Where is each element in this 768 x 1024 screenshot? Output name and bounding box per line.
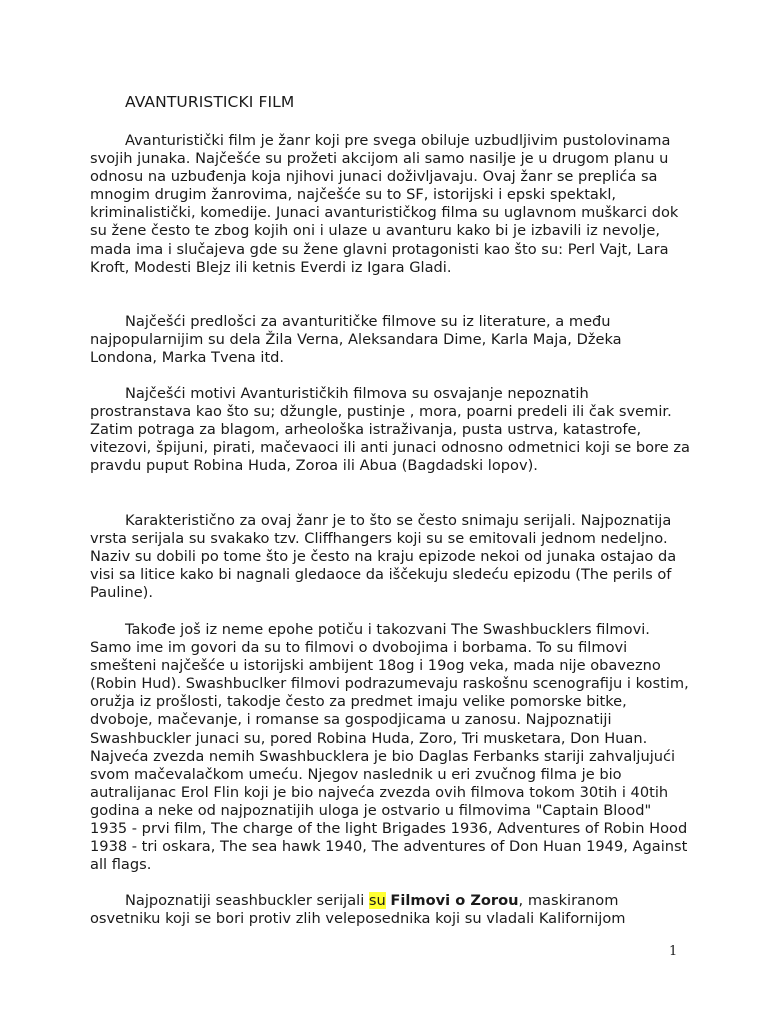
paragraph-zorro-start: Najpoznatiji seashbuckler serijali xyxy=(125,892,369,909)
paragraph-zorro xyxy=(90,892,690,928)
paragraph-serials: Karakteristično za ovaj žanr je to što se često snimaju serijali. Najpoznatija vrsta serijala su svakako tzv. Cliffhangers koji su se emitovali jednom nedeljno. Naziv su dobili po tome što je često na kraju epizode nekoi od junaka ostajao da visi sa litice kako bi nagnali gledaoce da iščekuju sledeću epizodu (The perils of Pauline). xyxy=(90,512,677,602)
document-title: AVANTURISTICKI FILM xyxy=(125,93,295,111)
highlighted-word: su xyxy=(368,892,386,909)
bold-phrase: Filmovi o Zorou xyxy=(390,892,519,909)
paragraph-literature: Najčešći predlošci za avanturitičke filmove su iz literature, a među najpopularnijim su dela Žila Verna, Aleksandara Dime, Karla Maja, Džeka Londona, Marka Tvena itd. xyxy=(90,313,622,367)
paragraph-intro: Avanturistički film je žanr koji pre svega obiluje uzbudljivim pustolovinama svojih junaka. Najčešće su prožeti akcijom ali samo nasilje je u drugom planu u odnosu na uzbuđenja koja njihovi junaci doživljavaju. Ovaj žanr se preplića sa mnogim drugim žanrovima, najčešće su to SF, istorijski i epski spektakl, kriminalistički, komedije. Junaci avanturističkog filma su uglavnom muškarci dok su žene često te zbog kojih oni i ulaze u avanturu kako bi je izbavili iz nevolje, mada ima i slučajeva gde su žene glavni protagonisti kao što su: Perl Vajt, Lara Kroft, Modesti Blejz ili ketnis Everdi iz Igara Gladi. xyxy=(90,132,679,276)
paragraph-motifs: Najčešći motivi Avanturističkih filmova su osvajanje nepoznatih prostranstava kao što su; džungle, pustinje , mora, poarni predeli ili čak svemir. Zatim potraga za blagom, arheološka istraživanja, pusta ustrva, katastrofe, vitezovi, špijuni, pirati, mačevaoci ili anti junaci odnosno odmetnici koji se bore za pravdu puput Robina Huda, Zoroa ili Abua (Bagdadski lopov). xyxy=(90,385,690,475)
paragraph-zorro-end: , maskiranom osvetniku koji se bori protiv zlih veleposednika koji su vladali Kalifornijom xyxy=(90,892,626,928)
paragraph-swashbucklers: Takođe još iz neme epohe potiču i takozvani The Swashbucklers filmovi. Samo ime im govori da su to filmovi o dvobojima i borbama. To su filmovi smešteni najčešće u istorijski ambijent 18og i 19og veka, mada nije obavezno (Robin Hud). Swashbuclker filmovi podrazumevaju raskošnu scenografiju i kostim, oružja iz prošlosti, takodje često za predmet imaju velike pomorske bitke, dvoboje, mačevanje, i romanse sa gospodjicama u zanosu. Najpoznatiji Swashbuckler junaci su, pored Robina Huda, Zoro, Tri musketara, Don Huan. Najveća zvezda nemih Swashbucklera je bio Daglas Ferbanks stariji zahvaljujući svom mačevalačkom umeću. Njegov naslednik u eri zvučnog filma je bio autralijanac Erol Flin koji je bio najveća zvezda ovih filmova tokom 30tih i 40tih godina a neke od najpoznatijih uloga je ostvario u filmovima "Captain Blood" 1935 - prvi film, The charge of the light Brigades 1936, Adventures of Robin Hood 1938 - tri oskara, The sea hawk 1940, The adventures of Don Huan 1949, Against all flags. xyxy=(90,621,689,874)
page-number: 1 xyxy=(669,944,678,959)
